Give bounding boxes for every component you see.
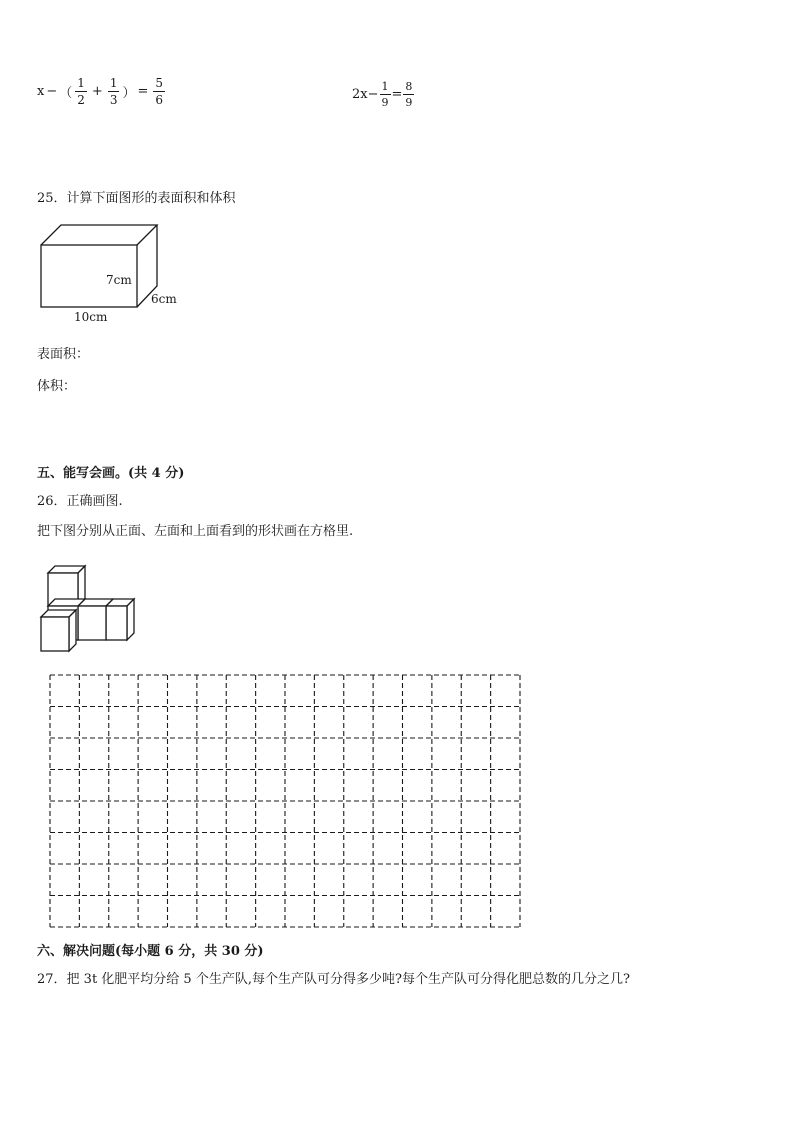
eq2-minus: − xyxy=(367,87,379,102)
cuboid-figure xyxy=(30,218,200,328)
cube-front xyxy=(41,610,76,651)
cube-back-row-right xyxy=(106,599,134,640)
cuboid-length-label: 10cm xyxy=(74,310,108,324)
answer-grid[interactable] xyxy=(46,672,524,930)
eq1-fraction-2: $\frac{1}{3}$ xyxy=(109,76,118,107)
surface-area-label: 表面积： xyxy=(37,347,90,362)
cube-arrangement-figure xyxy=(36,558,140,654)
cuboid-depth-label: 6cm xyxy=(151,292,177,306)
q26-instruction: 把下图分别从正面、左面和上面看到的形状画在方格里. xyxy=(37,524,354,539)
q27-text: 27．把 3t 化肥平均分给 5 个生产队,每个生产队可分得多少吨?每个生产队可分得化肥总数的几分之几? xyxy=(37,972,630,987)
eq2-equals: = xyxy=(391,87,403,102)
q25-title: 25．计算下面图形的表面积和体积 xyxy=(37,191,236,206)
cuboid-height-label: 7cm xyxy=(106,273,132,287)
eq2-fraction-1: $\frac{1}{9}$ xyxy=(381,80,389,109)
section-6-title: 六、解决问题(每小题 6 分，共 30 分) xyxy=(37,944,264,959)
eq1-equals: = xyxy=(137,84,149,99)
cuboid-top-face xyxy=(41,225,157,245)
eq1-result-fraction: $\frac{5}{6}$ xyxy=(155,76,164,107)
eq1-variable: x xyxy=(37,84,45,99)
q26-title: 26．正确画图. xyxy=(37,494,123,509)
equation-1 xyxy=(37,77,168,106)
eq1-fraction-1: $\frac{1}{2}$ xyxy=(77,76,85,107)
equation-2 xyxy=(352,81,415,108)
eq1-right-paren: ） xyxy=(122,86,136,101)
eq1-minus: − xyxy=(46,84,58,99)
eq2-lead: 2x xyxy=(352,87,368,102)
eq1-plus: + xyxy=(91,84,103,99)
eq2-result-fraction: $\frac{8}{9}$ xyxy=(405,80,413,109)
eq1-left-paren: （ xyxy=(59,86,73,101)
volume-label: 体积： xyxy=(37,379,77,394)
section-5-title: 五、能写会画。(共 4 分) xyxy=(37,466,185,481)
